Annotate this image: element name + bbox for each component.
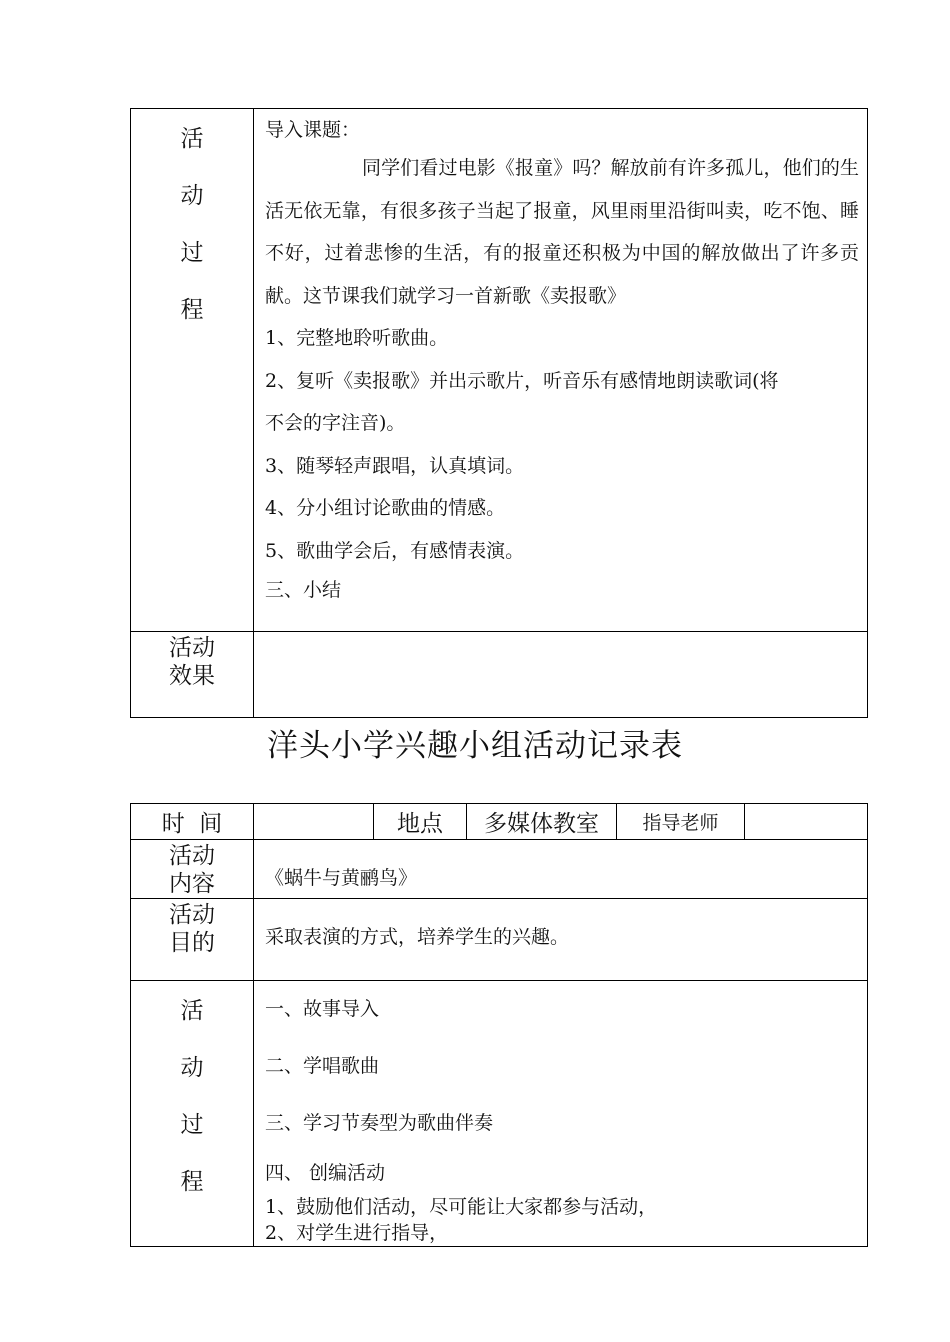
process-label-char: 程 (180, 1169, 204, 1195)
place-label: 地点 (374, 804, 467, 840)
step-item: 5、歌曲学会后，有感情表演。 (265, 539, 525, 562)
effect-label-line: 活动 (169, 635, 215, 661)
step-item: 不会的字注音)。 (265, 412, 406, 434)
step-item: 4、分小组讨论歌曲的情感。 (265, 497, 506, 519)
content-label-cell (131, 840, 254, 899)
purpose-label-line: 目的 (169, 930, 215, 956)
content-label-line: 内容 (169, 871, 215, 897)
intro-paragraph: 同学们看过电影《报童》吗？解放前有许多孤儿，他们的生活无依无靠，有很多孩子当起了报童，风里雨里沿街叫卖，吃不饱、睡不好，过着悲惨的生活，有的报童还积极为中国的解放做出了许多贡献。这节课我们就学习一首新歌《卖报歌》 (265, 157, 859, 307)
page-title: 洋头小学兴趣小组活动记录表 (267, 728, 683, 764)
process-step: 三、学习节奏型为歌曲伴奏 (265, 1112, 494, 1134)
activity-table-2 (130, 803, 868, 1247)
process-sub-step: 2、对学生进行指导， (265, 1222, 449, 1244)
purpose-label-cell (131, 899, 254, 981)
time-value (254, 804, 374, 840)
place-value: 多媒体教室 (467, 804, 617, 840)
content-value-cell (254, 840, 868, 899)
effect-label-line: 效果 (169, 663, 215, 689)
teacher-value (745, 804, 868, 840)
summary-heading: 三、小结 (265, 579, 342, 601)
effect-value-cell (254, 632, 868, 718)
process-sub-step: 1、鼓励他们活动，尽可能让大家都参与活动， (265, 1196, 658, 1218)
process-content-cell (254, 109, 868, 632)
step-item: 1、完整地聆听歌曲。 (265, 327, 449, 349)
teacher-label: 指导老师 (617, 804, 745, 840)
content-label-line: 活动 (169, 843, 215, 869)
process-step: 四、 创编活动 (265, 1162, 386, 1184)
process-label-char: 动 (180, 1055, 204, 1081)
process-label-char: 活 (180, 998, 204, 1024)
process-step: 二、学唱歌曲 (265, 1055, 380, 1077)
time-label: 时 间 (131, 804, 254, 840)
effect-label-cell (131, 632, 254, 718)
purpose-value: 采取表演的方式，培养学生的兴趣。 (265, 926, 570, 948)
activity-table-1 (130, 108, 868, 718)
step-item: 3、随琴轻声跟唱，认真填词。 (265, 454, 525, 477)
process-content-cell (254, 981, 868, 1247)
process-step: 一、故事导入 (265, 998, 380, 1020)
process-label-cell (131, 981, 254, 1247)
process-label-char: 过 (180, 1112, 204, 1138)
step-item: 2、复听《卖报歌》并出示歌片，听音乐有感情地朗读歌词(将 (265, 369, 779, 392)
purpose-value-cell (254, 899, 868, 981)
process-label-cell (131, 109, 254, 632)
intro-heading: 导入课题： (265, 119, 361, 141)
purpose-label-line: 活动 (169, 902, 215, 928)
process-label-char: 程 (180, 297, 204, 323)
content-value: 《蜗牛与黄鹂鸟》 (265, 867, 418, 889)
process-label-char: 过 (180, 240, 204, 266)
process-label-char: 动 (180, 183, 204, 209)
process-label-char: 活 (180, 126, 204, 152)
